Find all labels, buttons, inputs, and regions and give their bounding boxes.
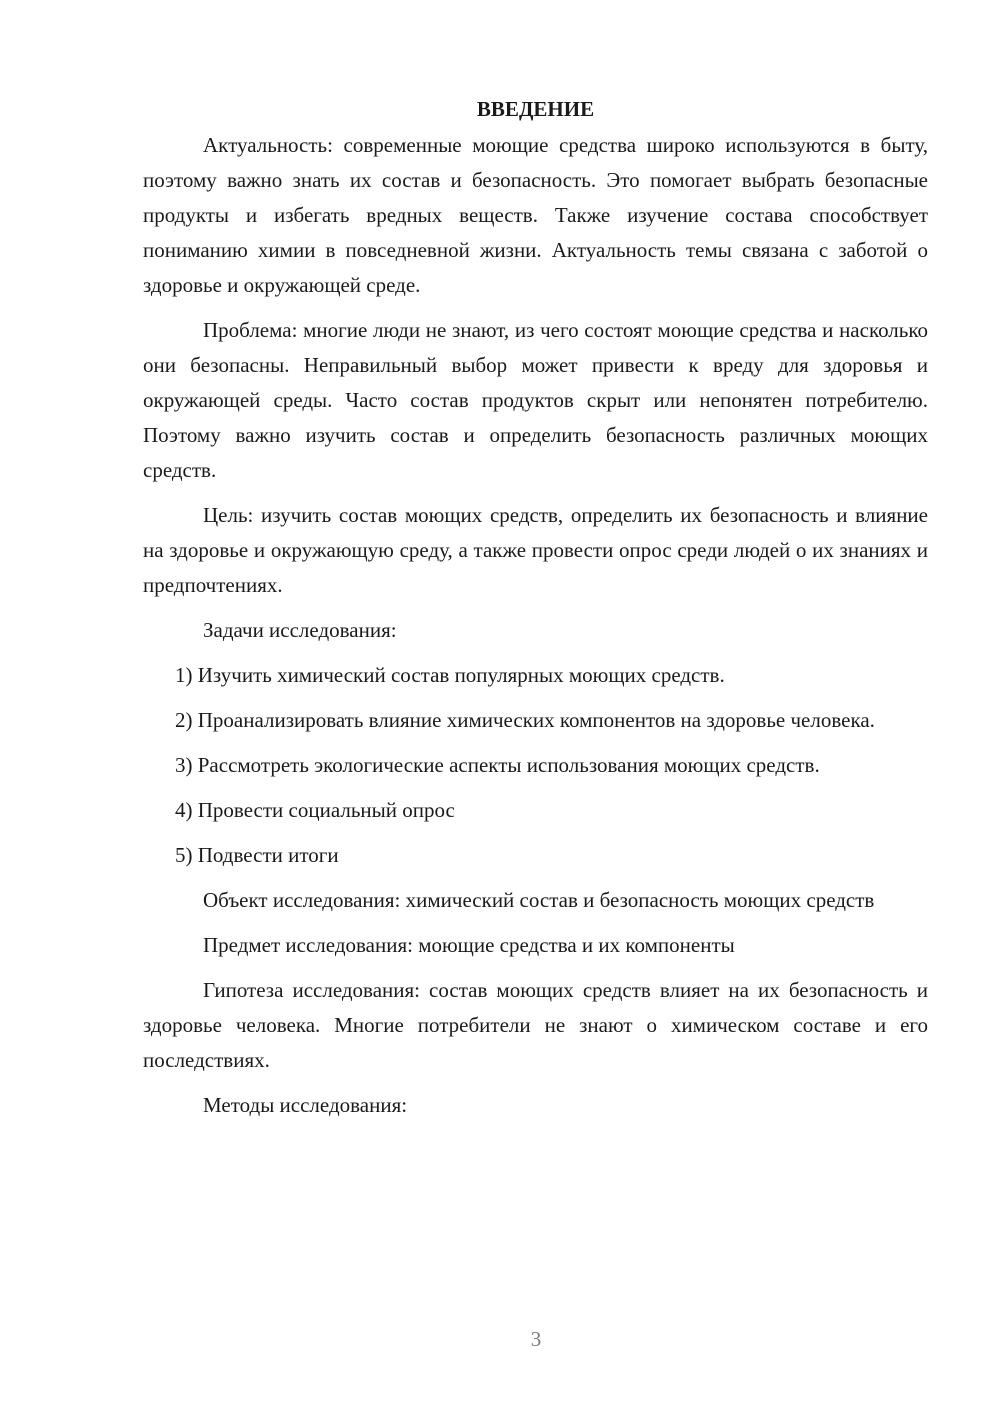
task-item: 1) Изучить химический состав популярных моющих средств. [175,663,725,687]
paragraph-methods: Методы исследования: [203,1093,408,1117]
paragraph-problem: Проблема: многие люди не знают, из чего состоят моющие средства и насколько они безопасны. Неправильный выбор может привести к вреду для здоровья и окружающей среды. Часто состав продуктов скрыт или непонятен потребителю. Поэтому важно изучить состав и определить безопасность различных моющих средств. [143,318,928,482]
task-item: 5) Подвести итоги [175,843,339,867]
paragraph-goal: Цель: изучить состав моющих средств, определить их безопасность и влияние на здоровье и окружающую среду, а также провести опрос среди людей о их знаниях и предпочтениях. [143,503,928,597]
task-item: 2) Проанализировать влияние химических компонентов на здоровье человека. [175,708,875,732]
paragraph-subject: Предмет исследования: моющие средства и их компоненты [203,933,735,957]
task-item: 3) Рассмотреть экологические аспекты использования моющих средств. [175,753,820,777]
task-item: 4) Провести социальный опрос [175,798,455,822]
paragraph-relevance: Актуальность: современные моющие средства широко используются в быту, поэтому важно знать их состав и безопасность. Это помогает выбрать безопасные продукты и избегать вредных веществ. Также изучение состава способствует пониманию химии в повседневной жизни. Актуальность темы связана с заботой о здоровье и окружающей среде. [143,133,928,297]
paragraph-hypothesis: Гипотеза исследования: состав моющих средств влияет на их безопасность и здоровье человека. Многие потребители не знают о химическом составе и его последствиях. [143,978,928,1072]
section-heading: ВВЕДЕНИЕ [476,97,595,121]
paragraph-object: Объект исследования: химический состав и безопасность моющих средств [203,888,875,912]
page-number: 3 [530,1327,542,1351]
document-page [143,92,928,1133]
paragraph-tasks-heading: Задачи исследования: [203,618,397,642]
